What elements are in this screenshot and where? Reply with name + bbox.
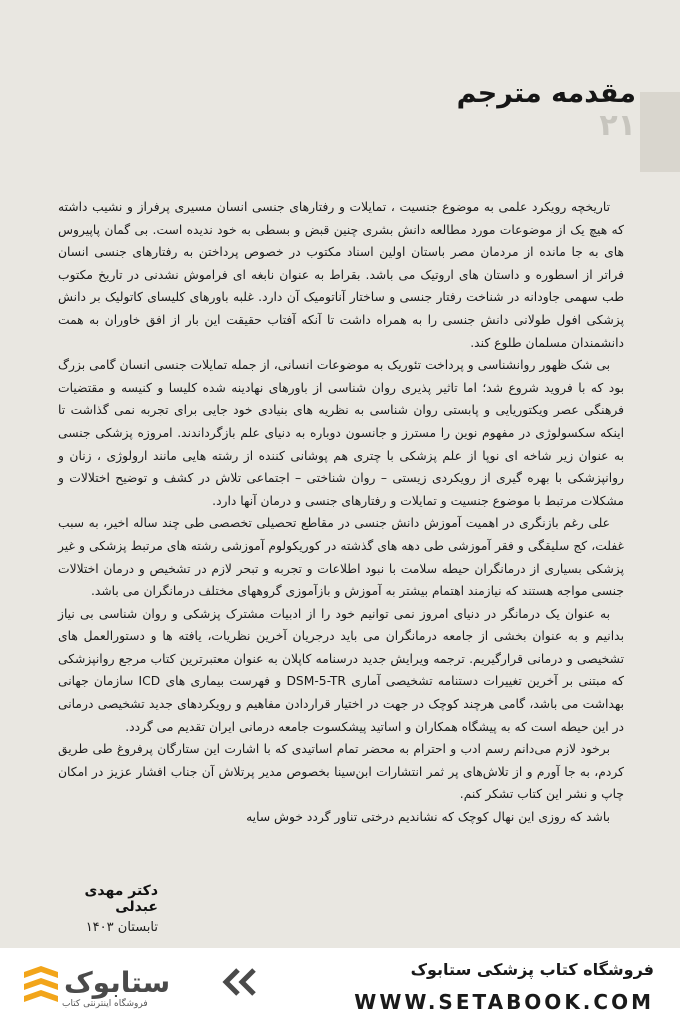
signature-name: دکتر مهدی عبدلی (84, 883, 158, 915)
paragraph-4: به عنوان یک درمانگر در دنیای امروز نمی توانیم خود را از ادبیات مشترک پزشکی و روان شناسی بی نیاز بدانیم و به عنوان بخشی از جامعه درمانگران می باید درجریان آخرین نظریات، یافته ها و دستورالعمل های تشخیصی و درمانی قرارگیریم. ترجمه ویرایش جدید درسنامه کاپلان به عنوان معتبرترین کتاب مرجع روانپزشکی که مبتنی بر آخرین تغییرات دستنامه تشخیصی آماری DSM-5-TR و فهرست بیماری های ICD سازمان جهانی بهداشت می باشد، گامی هرچند کوچک در جهت در اختیار قراردادن مفاهیم و رویکردهای جدید تشخیصی درمانی در این حیطه است که به پیشگاه همکاران و اساتید پیشکسوت جامعه درمانی ایران تقدیم می گردد. (58, 606, 624, 734)
paragraph-1: تاریخچه رویکرد علمی به موضوع جنسیت ، تمایلات و رفتارهای جنسی انسان مسیری پرفراز و نشیب داشته که هیچ یک از موضوعات مورد مطالعه دانش بشری چنین قبض و بسطی به خود ندیده است. بی گمان پاپیروس های به جا مانده از مردمان مصر باستان اولین اسناد مکتوب در خصوص پرداختن به رفتارهای جنسی انسان فراتر از اسطوره و داستان های اروتیک می باشد. بقراط به عنوان نابغه ای فراموش نشدنی در تاریخ مکتوب طب سهمی جاودانه در شناخت رفتار جنسی و ساختار آناتومیک آن دارد. غلبه باورهای کلیسای کاتولیک بر دانش پزشکی افول طولانی دانش جنسی را به همراه داشت تا آنکه آفتاب حقیقت این بار از افق خاوران به همت دانشمندان مسلمان طلوع کند. (58, 200, 624, 350)
paragraph-6: باشد که روزی این نهال کوچک که نشاندیم درختی تناور گردد خوش سایه (246, 810, 610, 825)
store-url-link[interactable]: WWW.SETABOOK.COM (354, 990, 654, 1014)
bleed-through-number: ۲۱ (599, 108, 636, 143)
signature-block (38, 883, 158, 935)
setabook-logo[interactable] (22, 966, 267, 1012)
logo-subtitle: فروشگاه اینترنتی کتاب (62, 999, 148, 1009)
page-title: مقدمه مترجم (456, 78, 636, 109)
paragraph-5: برخود لازم می‌دانم رسم ادب و احترام به محضر تمام اساتیدی که با اشارت این ستارگان پرفروغ طی طریق کردم، به جا آورم و از تلاش‌های پر ثمر انتشارات ابن‌سینا بخصوص مدیر پرتلاش آن جناب افشار عزیز در امکان چاپ و نشر این کتاب تشکر کنم. (58, 742, 624, 802)
signature-date: تابستان ۱۴۰۳ (85, 920, 158, 935)
store-name: فروشگاه کتاب پزشکی ستابوک (410, 960, 654, 979)
body-text (58, 196, 624, 829)
paragraph-3: علی رغم بازنگری در اهمیت آموزش دانش جنسی در مقاطع تحصیلی تخصصی طی چند ساله اخیر، به سبب غفلت، کج سلیقگی و فقر آموزشی طی دهه های گذشته در کوریکولوم آموزشی رشته های مرتبط پزشکی و غیر پزشکی بسیاری از درمانگران حیطه سلامت با نبود اطلاعات و تجربه و تبحر لازم در تشخیص و درمان اختلالات جنسی مواجه هستند که نیازمند اهتمام بیشتر به آموزش و بازآموزی گروههای مختلف درمانگران می باشد. (58, 516, 624, 599)
setabook-logo-mark (22, 966, 60, 1012)
paragraph-2: بی شک ظهور روانشناسی و پرداخت تئوریک به موضوعات انسانی، از جمله تمایلات جنسی انسان گامی بزرگ بود که با فروید شروع شد؛ اما تاثیر پذیری روان شناسی از باورهای نهادینه شده کلیسا و کنیسه و مقتضیات فرهنگی عصر ویکتوریایی و پابستی روان شناسی به نظریه های بنیادی خود جایی برای تجربه نمی گذاشت تا اینکه سکسولوژی در مفهوم نوین را مسترز و جانسون دوباره به دنیای علم بازگرداندند. امروزه پزشکی جنسی به عنوان زیر شاخه ای نوپا از علم پزشکی با چتری هم پوشانی کننده از رشته هایی مانند ارولوژی ، زنان و روانپزشکی با بهره گیری از رویکردی زیستی – روان شناختی – اجتماعی تلاش در کشف و توضیح اختلالات و مشکلات مرتبط با موضوع جنسیت و تمایلات و رفتارهای جنسی و درمان آنها دارد. (58, 358, 624, 508)
logo-wordmark: ستابوک (64, 966, 171, 999)
chevrons-icon (220, 968, 260, 996)
